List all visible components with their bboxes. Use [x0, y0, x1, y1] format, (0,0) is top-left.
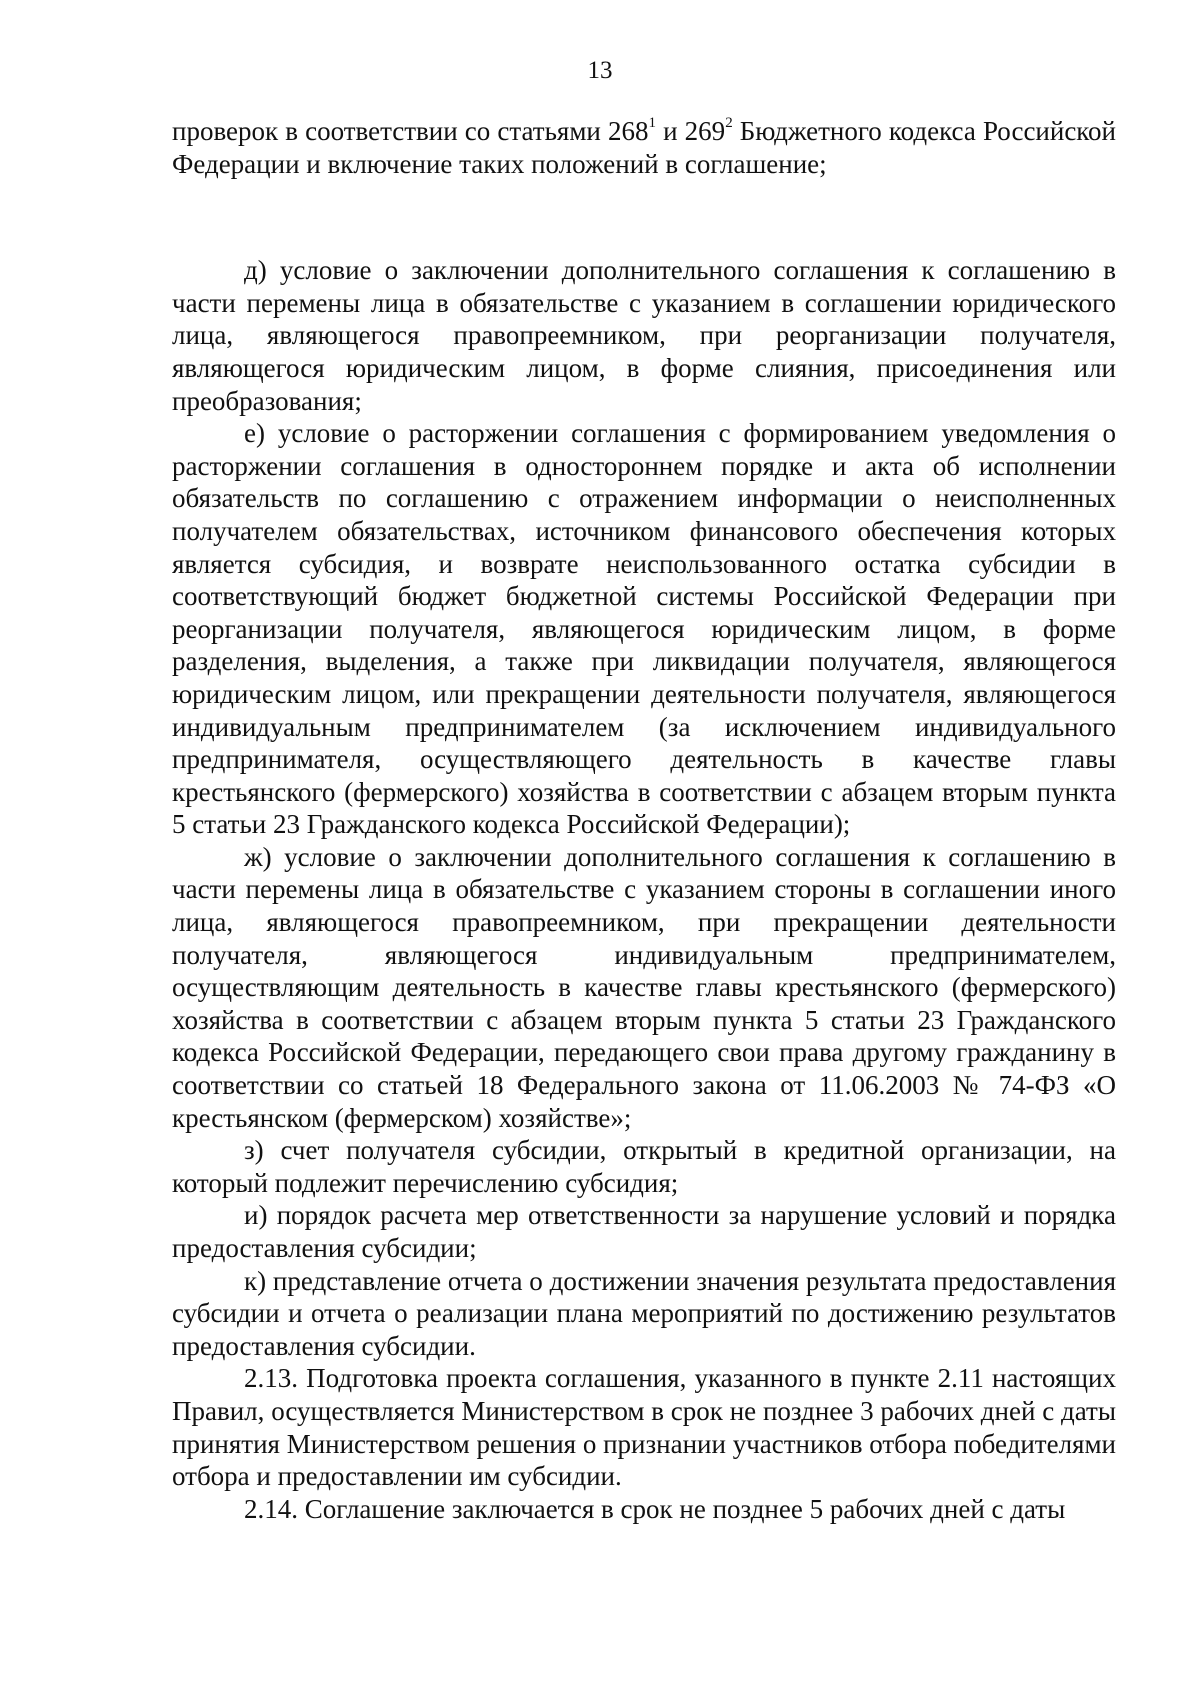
paragraph-item-z: з) счет получателя субсидии, открытый в кредитной организации, на который подлежит перечислению субсидия; — [172, 1135, 1116, 1198]
document-body — [172, 115, 1116, 1525]
paragraph-clause-2-13: 2.13. Подготовка проекта соглашения, указанного в пункте 2.11 настоящих Правил, осуществляется Министерством в срок не позднее 3 рабочих дней с даты принятия Министерством решения о признании участников отбора победителями отбора и предоставлении им субсидии. — [172, 1363, 1116, 1492]
superscript-index: 2 — [725, 115, 733, 131]
paragraph-item-e: е) условие о расторжении соглашения с формированием уведомления о расторжении соглашения в одностороннем порядке и акта об исполнении обязательств по соглашению с отражением информации о неисполненных получателем обязательствах, источником финансового обеспечения которых является субсидия, и возврате неиспользованного остатка субсидии в соответствующий бюджет бюджетной системы Российской Федерации при реорганизации получателя, являющегося юридическим лицом, в форме разделения, выделения, а также при ликвидации получателя, являющегося юридическим лицом, или прекращении деятельности получателя, являющегося индивидуальным предпринимателем (за исключением индивидуального предпринимателя, осуществляющего деятельность в качестве главы крестьянского (фермерского) хозяйства в соответствии с абзацем вторым пункта 5 статьи 23 Гражданского кодекса Российской Федерации); — [172, 418, 1116, 840]
paragraph-text: проверок в соответствии со статьями 268 — [172, 116, 649, 146]
paragraph-clause-2-14: 2.14. Соглашение заключается в срок не позднее 5 рабочих дней с даты — [244, 1493, 1066, 1524]
paragraph-text: Бюджетного кодекса Российской Федерации и включение таких положений в соглашение; — [172, 116, 1117, 179]
paragraph-item-k: к) представление отчета о достижении значения результата предоставления субсидии и отчета о реализации плана мероприятий по достижению результатов предоставления субсидии. — [172, 1265, 1116, 1361]
paragraph-item-zh: ж) условие о заключении дополнительного соглашения к соглашению в части перемены лица в обязательстве с указанием стороны в соглашении иного лица, являющегося правопреемником, при прекращении деятельности получателя, являющегося индивидуальным предпринимателем, осуществляющим деятельность в качестве главы крестьянского (фермерского) хозяйства в соответствии с абзацем вторым пункта 5 статьи 23 Гражданского кодекса Российской Федерации, передающего свои права другому гражданину в соответствии со статьей 18 Федерального закона от 11.06.2003 № 74-ФЗ «О крестьянском (фермерском) хозяйстве»; — [172, 841, 1116, 1133]
paragraph-item-d: д) условие о заключении дополнительного соглашения к соглашению в части перемены лица в обязательстве с указанием в соглашении юридического лица, являющегося правопреемником, при реорганизации получателя, являющегося юридическим лицом, в форме слияния, присоединения или преобразования; — [172, 255, 1116, 416]
paragraph-continuation — [172, 115, 1116, 180]
superscript-index: 1 — [648, 115, 656, 131]
page-number: 13 — [587, 57, 613, 84]
paragraph-item-i: и) порядок расчета мер ответственности за нарушение условий и порядка предоставления субсидии; — [172, 1200, 1116, 1263]
paragraph-text: и 269 — [656, 116, 726, 146]
